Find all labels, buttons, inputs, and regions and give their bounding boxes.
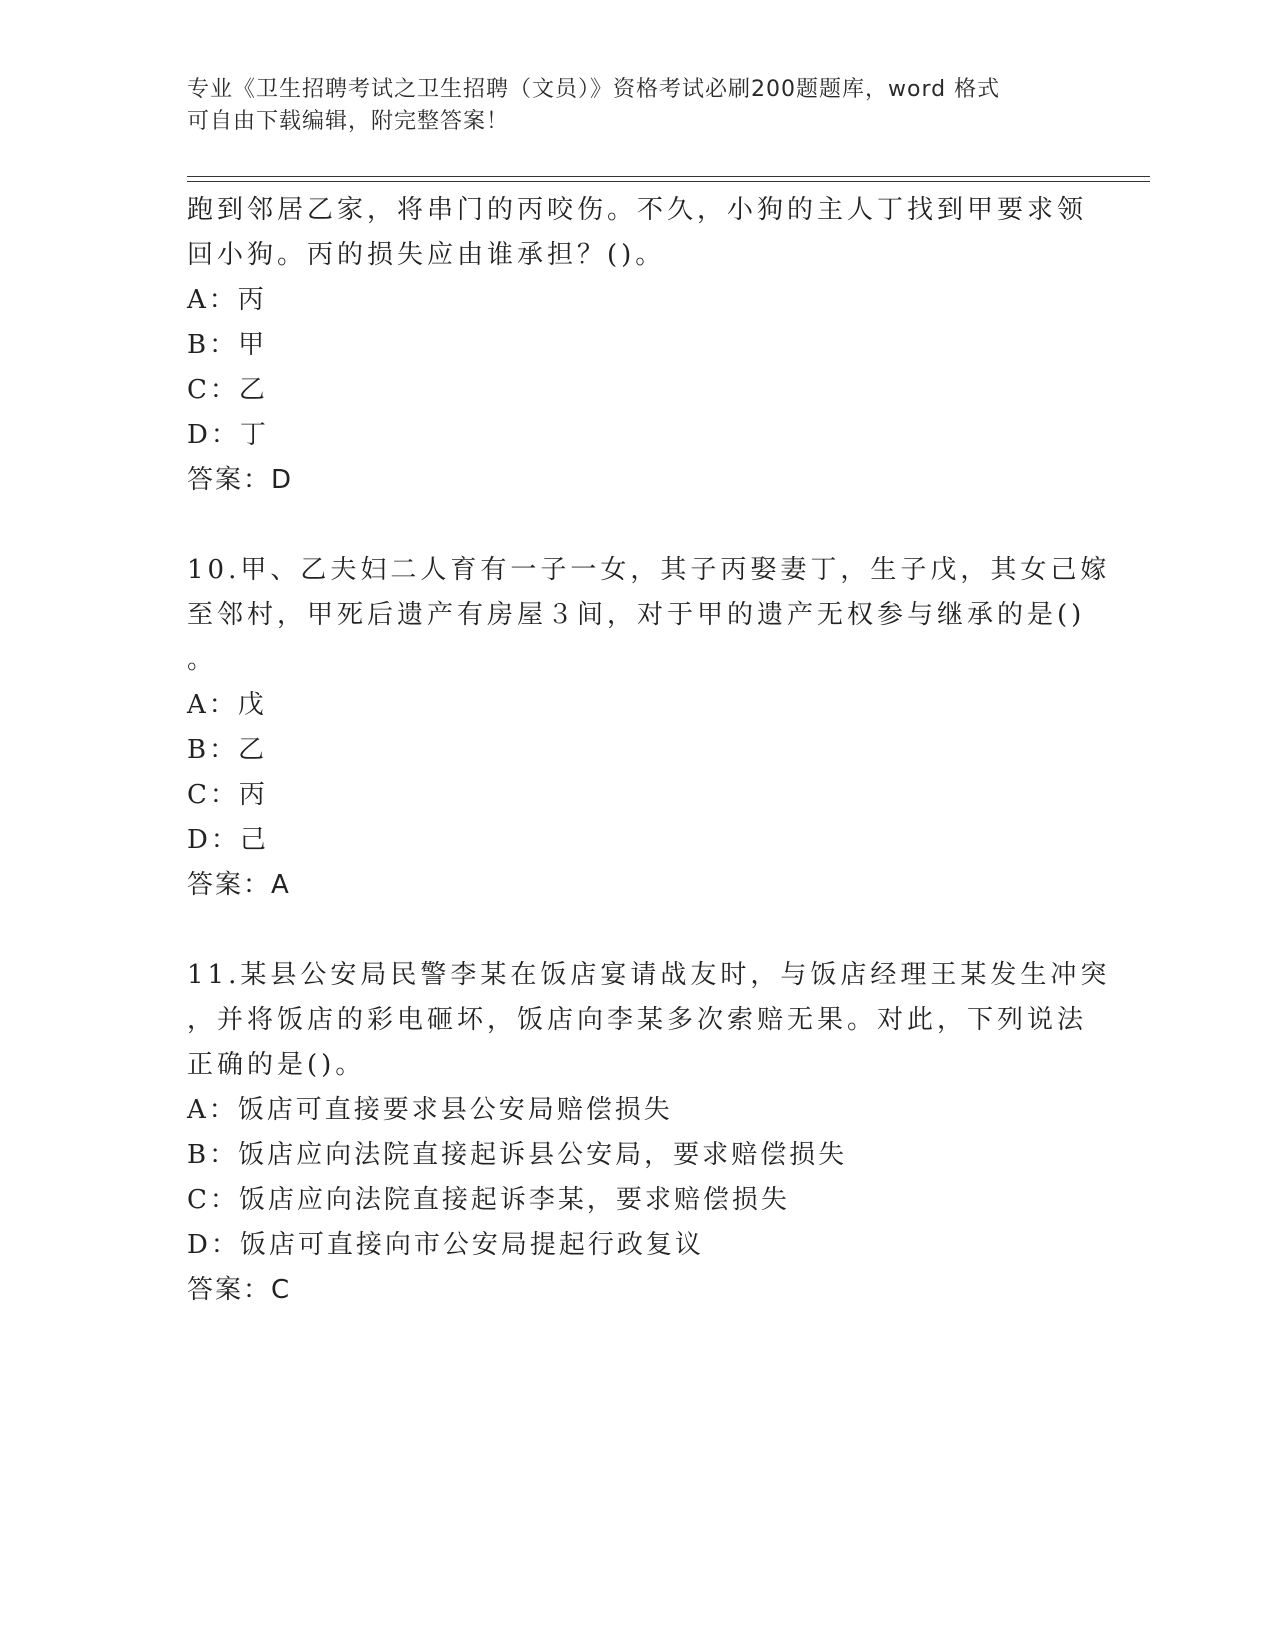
question-stem-line: 。 [187,645,218,675]
option-b: B：乙 [187,735,268,765]
question-block [187,188,1087,503]
option-d: D：己 [187,825,269,855]
option-c: C：丙 [187,780,268,810]
question-stem-line: ，并将饭店的彩电砸坏，饭店向李某多次索赔无果。对此，下列说法 [187,1005,1088,1035]
option-a: A：丙 [187,285,267,315]
answer-line: 答案：C [187,1275,292,1305]
question-stem-line: 11.某县公安局民警李某在饭店宴请战友时，与饭店经理王某发生冲突 [187,960,1111,990]
question-spacer [187,503,1087,548]
option-a: A：饭店可直接要求县公安局赔偿损失 [187,1095,673,1125]
question-stem-line: 至邻村，甲死后遗产有房屋３间，对于甲的遗产无权参与继承的是() [187,600,1086,630]
header-divider-top [187,176,1150,177]
question-block [187,953,1111,1313]
question-stem-line: 回小狗。丙的损失应由谁承担？()。 [187,240,666,270]
header-line-1: 专业《卫生招聘考试之卫生招聘（文员）》资格考试必刷200题题库，word 格式 [187,77,1001,102]
option-b: B：饭店应向法院直接起诉县公安局，要求赔偿损失 [187,1140,848,1170]
header-line-2: 可自由下载编辑，附完整答案！ [187,109,510,134]
answer-line: 答案：A [187,870,291,900]
question-spacer [187,908,1087,953]
option-c: C：饭店应向法院直接起诉李某，要求赔偿损失 [187,1185,790,1215]
option-d: D：丁 [187,420,269,450]
question-stem-line: 正确的是()。 [187,1050,366,1080]
option-a: A：戊 [187,690,267,720]
option-b: B：甲 [187,330,268,360]
option-c: C：乙 [187,375,268,405]
question-block [187,548,1111,908]
answer-line: 答案：D [187,465,294,495]
document-header [187,74,1067,138]
header-divider-bottom [187,181,1150,182]
question-stem-line: 10.甲、乙夫妇二人育有一子一女，其子丙娶妻丁，生子戊，其女己嫁 [187,555,1111,585]
question-stem-line: 跑到邻居乙家，将串门的丙咬伤。不久，小狗的主人丁找到甲要求领 [187,195,1088,225]
option-d: D：饭店可直接向市公安局提起行政复议 [187,1230,704,1260]
question-list [187,188,1111,1313]
